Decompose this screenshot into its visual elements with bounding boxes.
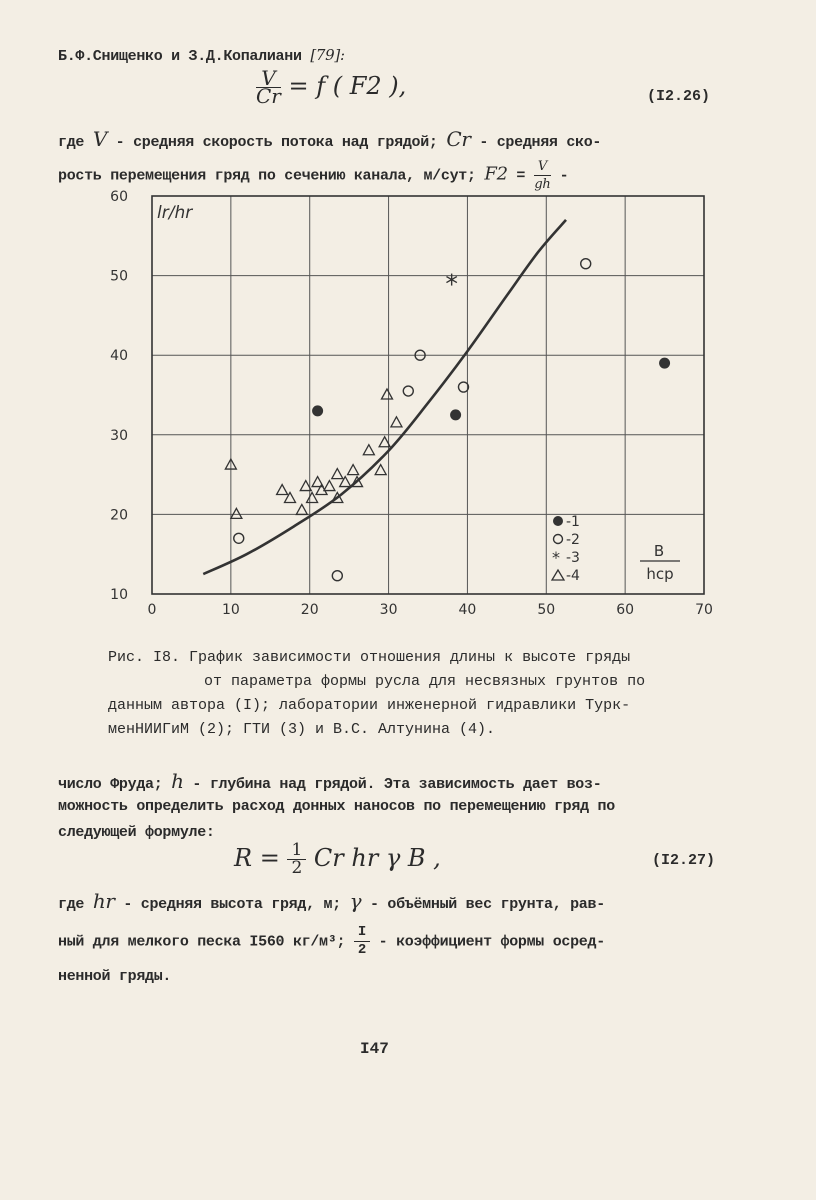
data-point-series-2 (581, 259, 591, 269)
x-tick-label: 70 (695, 602, 713, 618)
p3-text: - средняя высота гряд, м; (123, 896, 341, 913)
equation-number-12-26: (I2.26) (647, 88, 711, 105)
paragraph-3-line-1 (58, 889, 605, 914)
legend-marker-triangle (552, 570, 564, 580)
legend-marker-asterisk: * (552, 548, 560, 567)
data-point-series-4 (391, 417, 402, 427)
paragraph-3-line-3: ненной гряды. (58, 968, 172, 985)
var-cr: Cr (446, 127, 471, 151)
data-point-series-4 (375, 465, 386, 475)
paragraph-2-line-2: можность определить расход донных наносов по перемещению гряд по (58, 798, 615, 815)
data-point-series-2 (332, 571, 342, 581)
paragraph-2-line-3: следующей формуле: (58, 824, 215, 841)
p1-text: где (58, 134, 85, 151)
y-tick-label: 40 (110, 348, 128, 365)
var-gamma: γ (349, 889, 362, 913)
shape-coef-denominator: 2 (357, 942, 366, 958)
froude-numerator: V (534, 158, 551, 176)
y-tick-label: 60 (110, 189, 128, 205)
legend-label-2: -2 (566, 532, 580, 548)
p1-text: - (559, 167, 569, 185)
x-label-numerator: B (653, 542, 665, 560)
var-hr: hr (92, 889, 115, 913)
data-point-series-4 (324, 481, 335, 491)
var-h: h (171, 769, 184, 793)
paragraph-3-line-2 (58, 924, 605, 959)
p2-text: число Фруда; (58, 776, 163, 793)
eq2-rhs: Cr hr γ B , (313, 844, 441, 872)
p1-text: - средняя ско- (479, 134, 602, 151)
p3-text: где (58, 896, 85, 913)
p3-text: ный для мелкого песка I560 кг/м³; (58, 933, 346, 951)
eq1-numerator: V (256, 70, 281, 88)
paragraph-2-line-1 (58, 769, 602, 794)
chart-ticks (110, 189, 713, 618)
eq2-lhs: R = (234, 844, 280, 872)
x-label-denominator: hcp (646, 565, 674, 583)
var-f2: F2 (484, 163, 508, 185)
p2-text: - глубина над грядой. Эта зависимость дает воз- (192, 776, 602, 793)
equation-number-12-27: (I2.27) (652, 852, 716, 869)
x-tick-label: 40 (458, 602, 477, 618)
data-point-series-1 (659, 358, 670, 369)
y-tick-label: 50 (110, 268, 128, 285)
x-tick-label: 0 (147, 602, 157, 618)
legend-marker-open-circle (554, 535, 563, 544)
chart-curve-layer (203, 220, 566, 574)
figure-caption-line-1: Рис. I8. График зависимости отношения длины к высоте гряды (108, 649, 631, 666)
y-axis-label: lr/hr (157, 203, 193, 223)
eq2-denominator: 2 (291, 858, 303, 878)
p3-text: - объёмный вес грунта, рав- (369, 896, 605, 913)
data-point-series-2 (234, 533, 244, 543)
x-tick-label: 50 (537, 602, 556, 618)
eq1-rhs: = f ( F2 ), (288, 72, 407, 100)
x-axis-label (640, 542, 680, 583)
eq1-denominator: Cr (256, 84, 281, 108)
data-point-series-4 (363, 445, 374, 455)
x-tick-label: 60 (616, 602, 635, 618)
x-tick-label: 10 (221, 602, 240, 618)
p1-text: - средняя скорость потока над грядой; (115, 134, 438, 151)
legend-label-1: -1 (566, 514, 580, 530)
page-number: I47 (360, 1040, 389, 1058)
figure-caption-line-3: данным автора (I); лаборатории инженерной гидравлики Турк- (108, 697, 631, 714)
data-point-series-1 (450, 409, 461, 420)
legend-marker-filled-circle (553, 516, 563, 526)
y-tick-label: 20 (110, 507, 128, 524)
x-tick-label: 20 (300, 602, 319, 618)
shape-coef-numerator: I (354, 924, 370, 942)
eq2-numerator: 1 (287, 842, 306, 860)
chart-legend (552, 514, 580, 584)
froude-denominator: gh (534, 177, 551, 192)
legend-label-3: -3 (566, 550, 580, 566)
figure-caption-line-4: менНИИГиМ (2); ГТИ (3) и В.С. Алтунина (4). (108, 721, 496, 738)
p1-text: рость перемещения гряд по сечению канала, м/сут; (58, 167, 476, 185)
y-tick-label: 30 (110, 427, 128, 444)
var-v: V (92, 127, 107, 151)
equation-12-27 (234, 842, 441, 877)
figure-caption-line-2: от параметра формы русла для несвязных грунтов по (204, 673, 646, 690)
p3-text: - коэффициент формы осред- (378, 933, 605, 951)
header-authors: Б.Ф.Снищенко и З.Д.Копалиани (58, 48, 302, 65)
x-tick-label: 30 (379, 602, 398, 618)
trend-curve (203, 220, 566, 574)
header-ref: [79]: (310, 46, 345, 64)
data-point-series-2 (403, 386, 413, 396)
data-point-series-4 (231, 508, 242, 518)
data-point-series-4 (332, 469, 343, 479)
p1-text: = (516, 167, 526, 185)
legend-label-4: -4 (566, 568, 580, 584)
chart-points (225, 259, 670, 581)
data-point-series-4 (381, 389, 392, 399)
data-point-series-1 (312, 405, 323, 416)
data-point-series-4 (296, 504, 307, 514)
data-point-series-4 (277, 485, 288, 495)
data-point-series-4 (348, 465, 359, 475)
y-tick-label: 10 (110, 587, 128, 603)
